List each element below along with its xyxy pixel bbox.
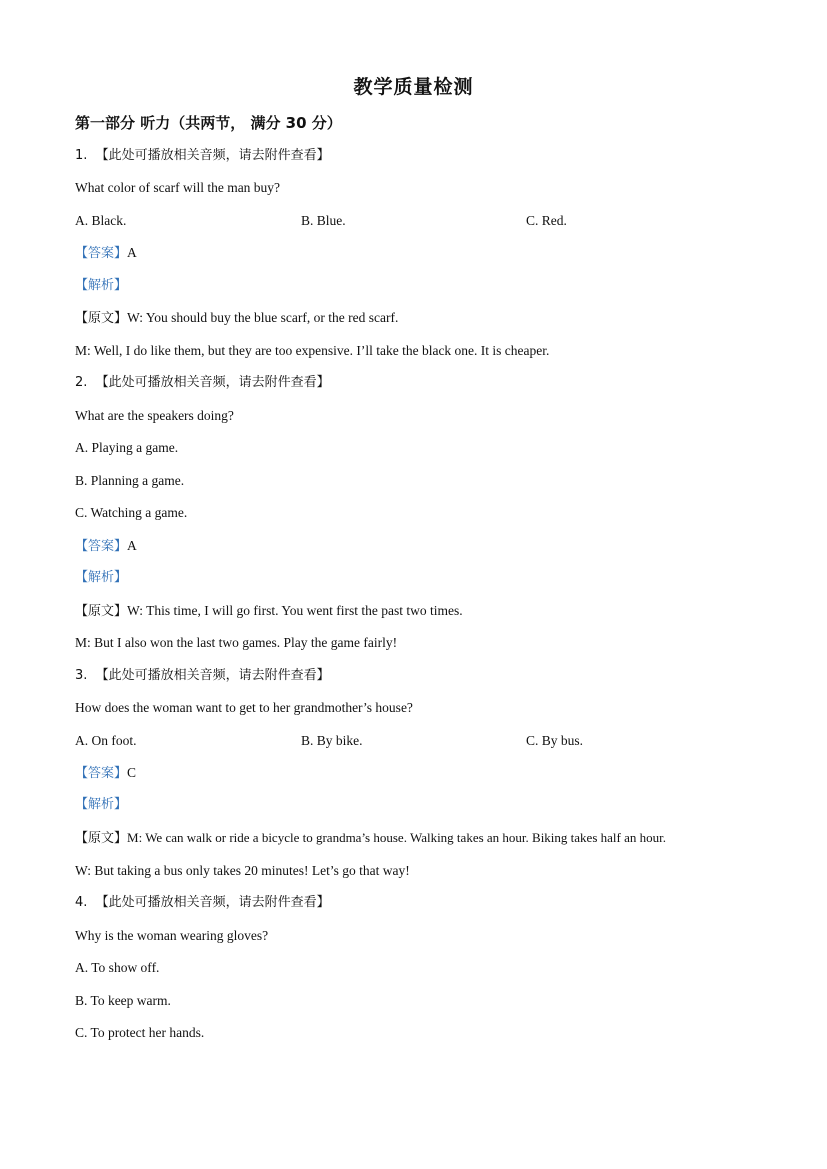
section-heading: 第一部分 听力（共两节， 满分 30 分） [75, 114, 342, 132]
original-label: 【原文】 [75, 604, 128, 619]
transcript-text: W: This time, I will go first. You went first the past two times. [127, 603, 463, 618]
question-3-option-a: A. On foot. [75, 733, 137, 748]
question-2-analysis-label: 【解析】 [75, 570, 128, 585]
question-4-option-c: C. To protect her hands. [75, 1025, 205, 1040]
question-2-option-a: A. Playing a game. [75, 440, 179, 455]
question-1-transcript-2: M: Well, I do like them, but they are too expensive. I’ll take the black one. It is cheaper. [75, 343, 550, 358]
question-3-transcript-2: W: But taking a bus only takes 20 minutes! Let’s go that way! [75, 863, 410, 878]
question-2-option-b: B. Planning a game. [75, 473, 185, 488]
transcript-text: W: You should buy the blue scarf, or the red scarf. [127, 310, 399, 325]
question-3-answer [75, 764, 136, 783]
question-1-prompt: What color of scarf will the man buy? [75, 180, 281, 195]
answer-label: 【答案】 [75, 539, 128, 554]
question-1-analysis-label: 【解析】 [75, 278, 128, 293]
question-2-transcript-2: M: But I also won the last two games. Play the game fairly! [75, 635, 398, 650]
answer-value: C [127, 765, 137, 780]
original-label: 【原文】 [75, 311, 128, 326]
question-1-option-b: B. Blue. [301, 213, 346, 228]
question-2-transcript-1 [75, 602, 463, 621]
transcript-text: M: We can walk or ride a bicycle to grandma’s house. Walking takes an hour. Biking takes half an hour. [127, 830, 666, 845]
answer-label: 【答案】 [75, 246, 128, 261]
answer-value: A [127, 538, 137, 553]
question-4-option-a: A. To show off. [75, 960, 160, 975]
original-label: 【原文】 [75, 831, 128, 846]
question-1-answer [75, 244, 137, 263]
question-2-prompt: What are the speakers doing? [75, 408, 234, 423]
question-3-prompt: How does the woman want to get to her grandmother’s house? [75, 700, 413, 715]
question-2-answer [75, 537, 137, 556]
question-2-option-c: C. Watching a game. [75, 505, 188, 520]
question-3-option-b: B. By bike. [301, 733, 363, 748]
page-title: 教学质量检测 [353, 76, 474, 98]
question-4-option-b: B. To keep warm. [75, 993, 171, 1008]
question-3-option-c: C. By bus. [526, 733, 584, 748]
question-3-header: 3. 【此处可播放相关音频，请去附件查看】 [75, 668, 330, 683]
question-1-transcript-1 [75, 309, 398, 328]
question-1-option-a: A. Black. [75, 213, 127, 228]
answer-label: 【答案】 [75, 766, 128, 781]
question-1-header: 1. 【此处可播放相关音频，请去附件查看】 [75, 148, 330, 163]
question-3-transcript-1 [75, 829, 666, 848]
answer-value: A [127, 245, 137, 260]
question-1-option-c: C. Red. [526, 213, 567, 228]
question-3-analysis-label: 【解析】 [75, 797, 128, 812]
question-2-header: 2. 【此处可播放相关音频，请去附件查看】 [75, 375, 330, 390]
question-4-prompt: Why is the woman wearing gloves? [75, 928, 269, 943]
question-4-header: 4. 【此处可播放相关音频，请去附件查看】 [75, 895, 330, 910]
